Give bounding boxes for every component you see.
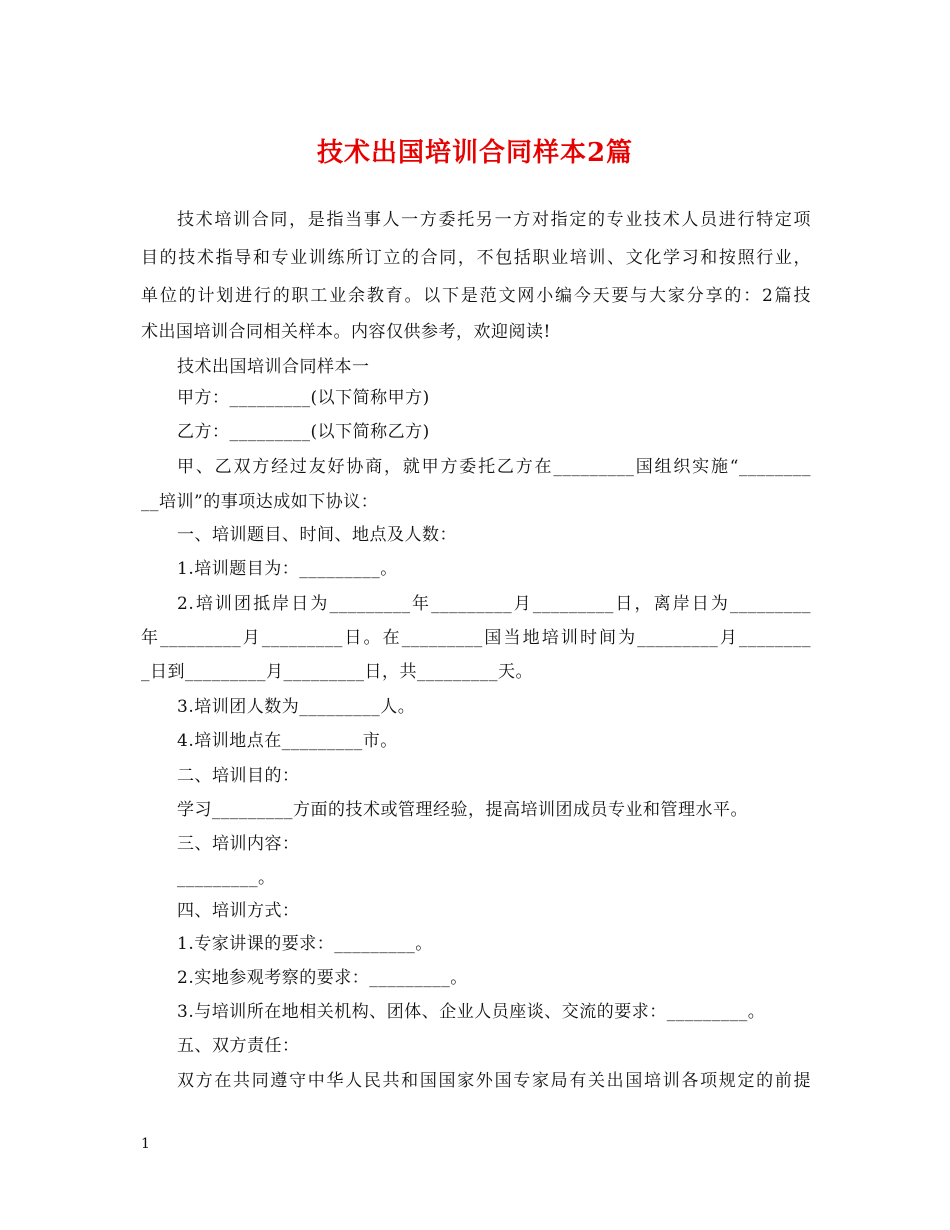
clause-text: 双方在共同遵守中华人民共和国国家外国专家局有关出国培训各项规定的前提 (177, 1071, 811, 1091)
clause-item-continued: 年_________月_________日。在_________国当地培训时间为_________月________ (141, 628, 811, 648)
clause-item: 3.培训团人数为_________人。 (177, 697, 416, 717)
clause-item: 1.专家讲课的要求：_________。 (177, 934, 433, 954)
paragraph-line: __培训”的事项达成如下协议： (141, 492, 379, 512)
clause-item: 4.培训地点在_________市。 (177, 731, 398, 751)
paragraph-line: 目的技术指导和专业训练所订立的合同，不包括职业培训、文化学习和按照行业， (141, 248, 811, 268)
paragraph-line: 术出国培训合同相关样本。内容仅供参考，欢迎阅读! (141, 322, 551, 342)
party-b-line: 乙方：_________(以下简称乙方) (177, 422, 430, 442)
paragraph-line: 甲、乙双方经过友好协商，就甲方委托乙方在_________国组织实施“________ (177, 457, 811, 477)
clause-text: _________。 (177, 868, 276, 888)
paragraph-line: 单位的计划进行的职工业余教育。以下是范文网小编今天要与大家分享的：2篇技 (141, 286, 811, 306)
clause-heading: 一、培训题目、时间、地点及人数： (177, 525, 457, 545)
clause-heading: 四、培训方式： (177, 901, 300, 921)
section-heading: 技术出国培训合同样本一 (177, 357, 370, 377)
document-title: 技术出国培训合同样本2篇 (316, 138, 634, 168)
party-a-line: 甲方：_________(以下简称甲方) (177, 388, 430, 408)
clause-heading: 二、培训目的： (177, 766, 300, 786)
paragraph-line: 技术培训合同，是指当事人一方委托另一方对指定的专业技术人员进行特定项 (177, 210, 811, 230)
clause-item: 2.培训团抵岸日为_________年_________月_________日，离岸日为_________ (177, 594, 811, 614)
clause-item: 2.实地参观考察的要求：_________。 (177, 968, 468, 988)
page-number: 1 (141, 1136, 150, 1152)
clause-item: 1.培训题目为：_________。 (177, 559, 398, 579)
clause-item-continued: _日到_________月_________日，共_________天。 (141, 662, 533, 682)
clause-heading: 三、培训内容： (177, 834, 300, 854)
clause-item: 3.与培训所在地相关机构、团体、企业人员座谈、交流的要求：_________。 (177, 1002, 766, 1022)
clause-text: 学习_________方面的技术或管理经验，提高培训团成员专业和管理水平。 (177, 800, 748, 820)
clause-heading: 五、双方责任： (177, 1036, 300, 1056)
